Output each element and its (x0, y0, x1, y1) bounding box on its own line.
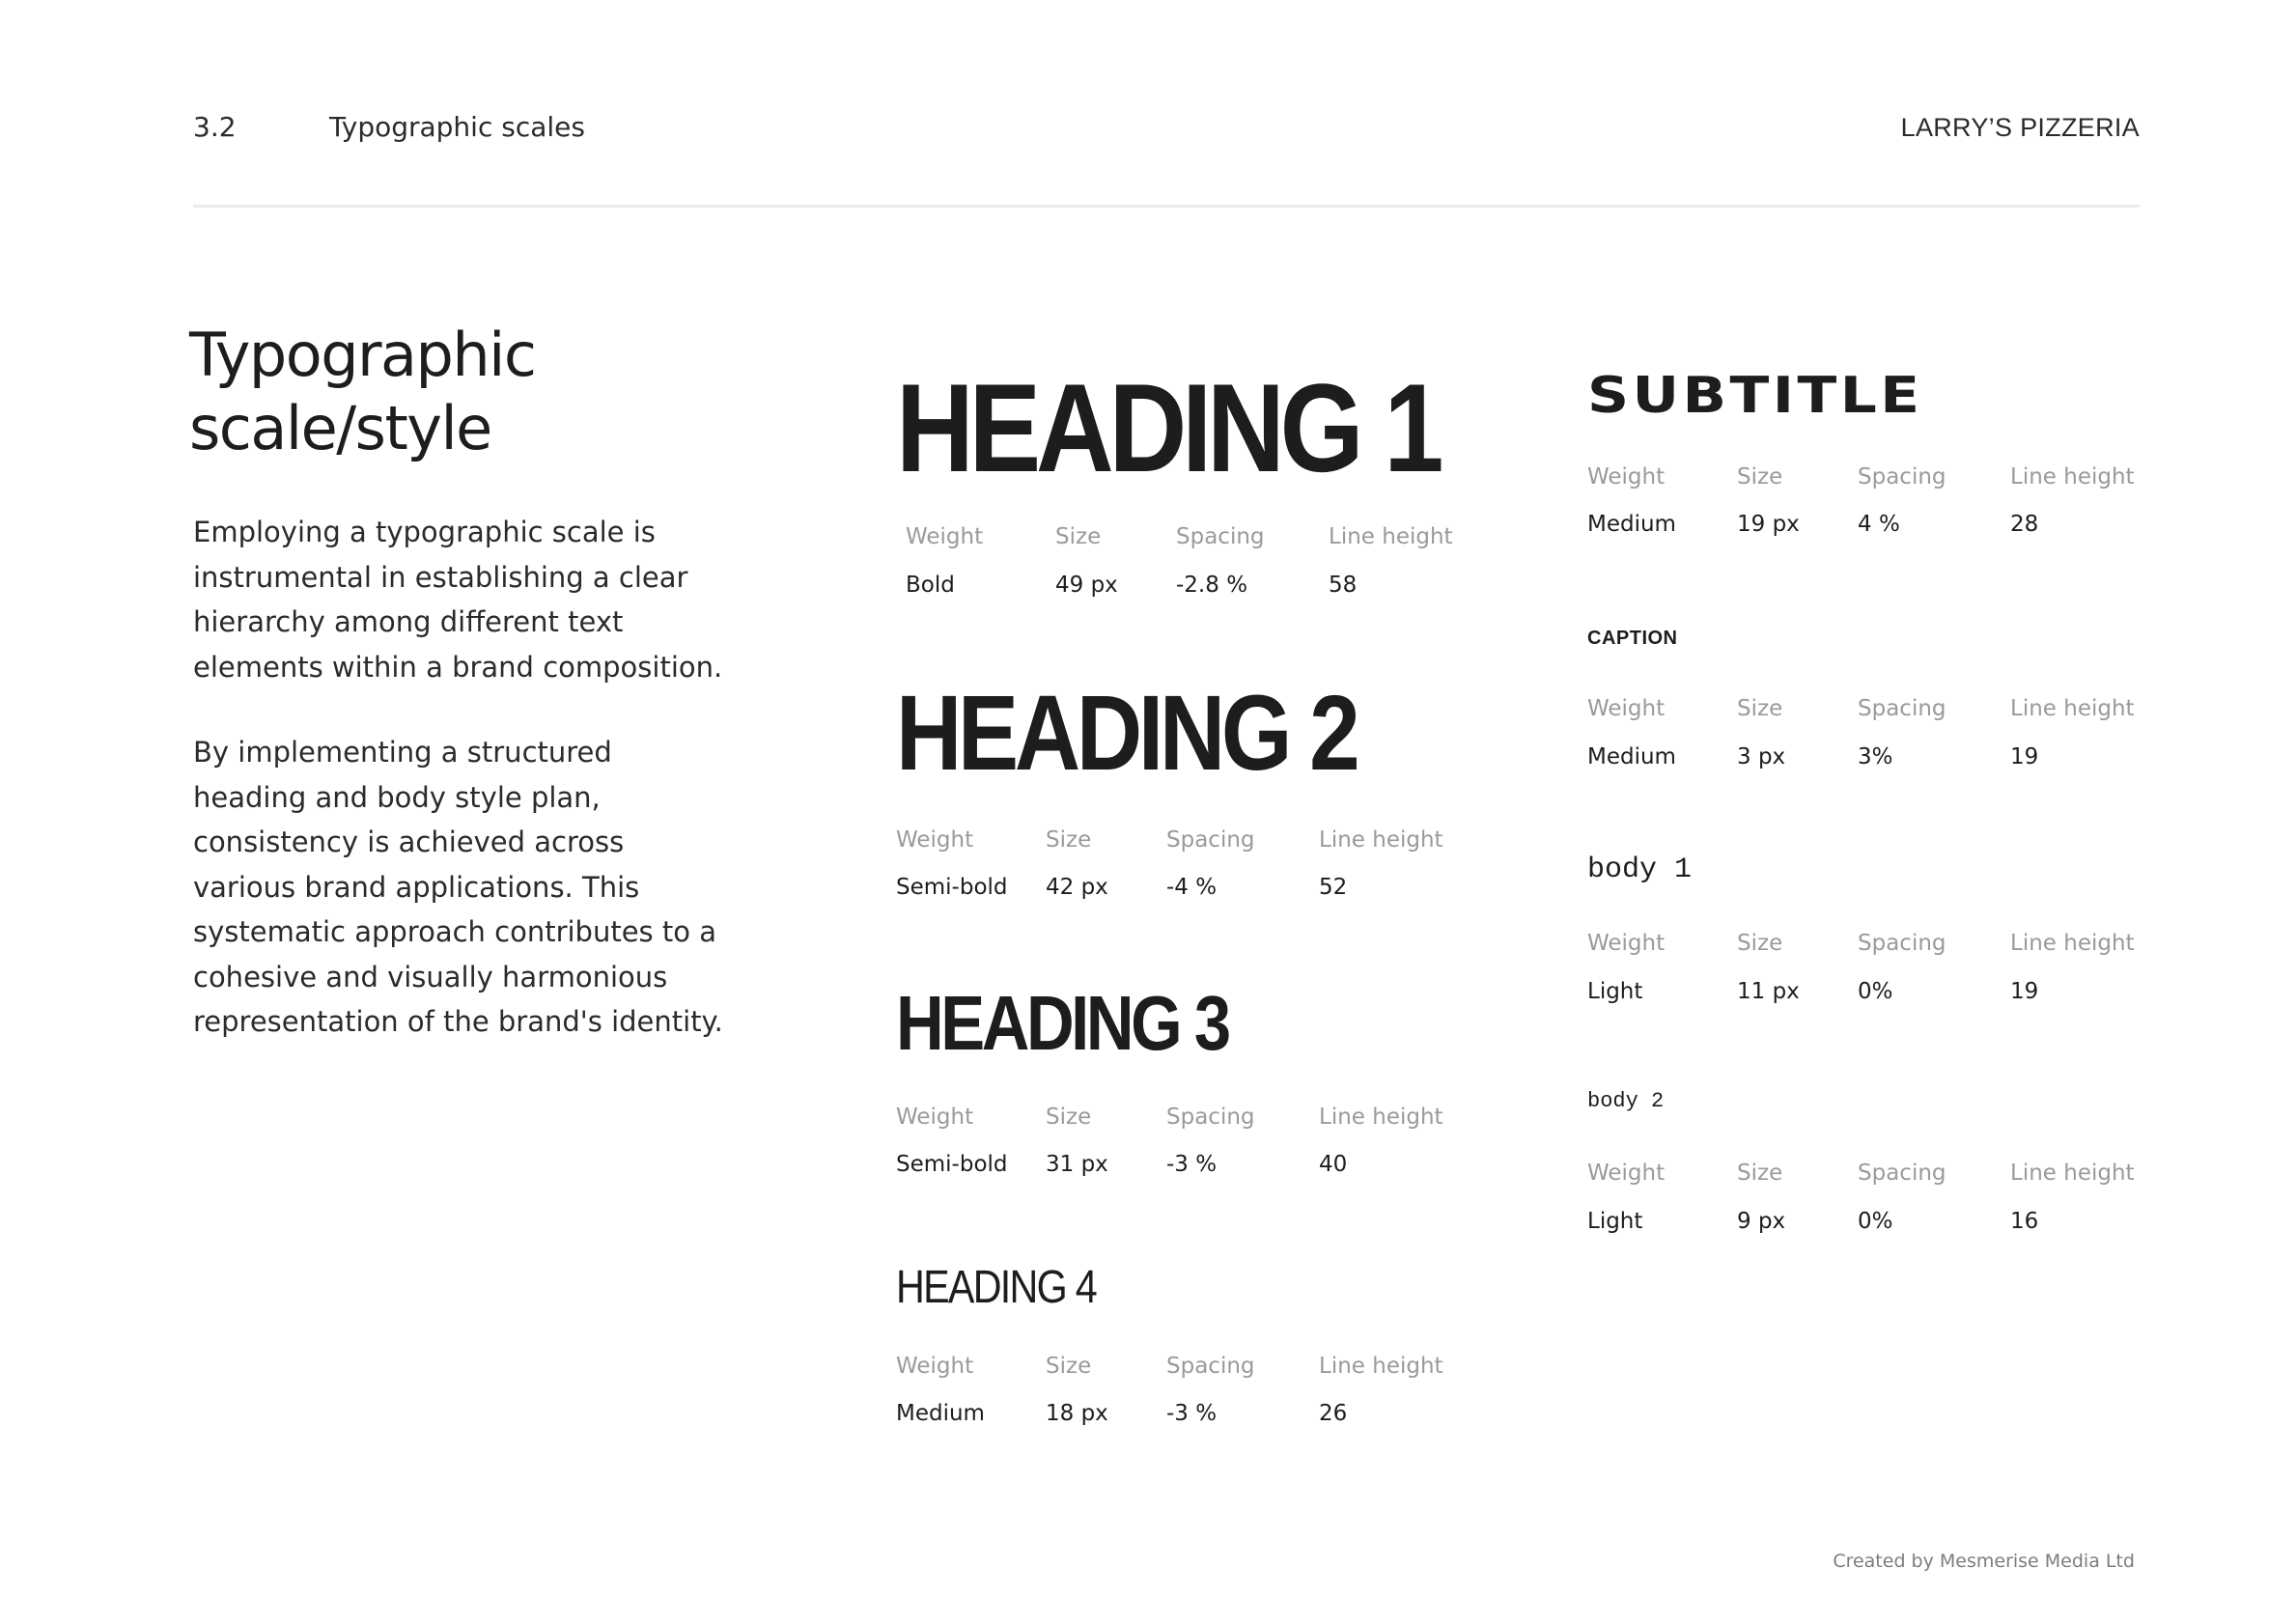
heading3-sample: HEADING 3 (896, 980, 1228, 1066)
heading1-weight-label: Weight (906, 524, 984, 549)
body2-weight-label: Weight (1587, 1161, 1666, 1186)
header-divider (193, 205, 2140, 208)
heading4-sample: HEADING 4 (896, 1262, 1097, 1313)
heading4-weight-value: Medium (896, 1401, 985, 1426)
body1-size-value: 11 px (1737, 979, 1800, 1004)
heading4-line-height-label: Line height (1319, 1354, 1443, 1379)
body2-line-height-value: 16 (2010, 1209, 2039, 1234)
body2-spacing-label: Spacing (1858, 1161, 1946, 1186)
heading2-spacing-label: Spacing (1166, 827, 1255, 853)
body1-weight-value: Light (1587, 979, 1643, 1004)
subtitle-line-height-value: 28 (2010, 512, 2039, 537)
page-title: Typographic scale/style (189, 320, 536, 463)
body1-weight-label: Weight (1587, 931, 1666, 956)
body2-size-value: 9 px (1737, 1209, 1786, 1234)
heading3-weight-value: Semi-bold (896, 1152, 1008, 1177)
body1-size-label: Size (1737, 931, 1783, 956)
heading1-weight-value: Bold (906, 573, 955, 598)
heading2-size-value: 42 px (1046, 875, 1108, 900)
body1-line-height-label: Line height (2010, 931, 2135, 956)
heading4-size-value: 18 px (1046, 1401, 1108, 1426)
heading2-weight-label: Weight (896, 827, 974, 853)
heading2-sample: HEADING 2 (896, 674, 1357, 793)
heading2-line-height-value: 52 (1319, 875, 1348, 900)
heading3-weight-label: Weight (896, 1105, 974, 1130)
subtitle-line-height-label: Line height (2010, 464, 2135, 490)
heading2-weight-value: Semi-bold (896, 875, 1008, 900)
heading2-size-label: Size (1046, 827, 1092, 853)
heading3-line-height-label: Line height (1319, 1105, 1443, 1130)
heading3-size-label: Size (1046, 1105, 1092, 1130)
intro-paragraph-1: Employing a typographic scale is instrumental in establishing a clear hierarchy among different text elements within a brand composition. (193, 516, 723, 684)
caption-line-height-label: Line height (2010, 696, 2135, 721)
section-title: Typographic scales (329, 111, 585, 143)
caption-line-height-value: 19 (2010, 744, 2039, 770)
brand-name: LARRY’S PIZZERIA (1900, 113, 2140, 142)
heading4-spacing-value: -3 % (1166, 1401, 1218, 1426)
heading1-size-value: 49 px (1055, 573, 1118, 598)
heading3-spacing-label: Spacing (1166, 1105, 1255, 1130)
body1-spacing-label: Spacing (1858, 931, 1946, 956)
heading3-line-height-value: 40 (1319, 1152, 1348, 1177)
heading1-line-height-label: Line height (1329, 524, 1453, 549)
heading4-weight-label: Weight (896, 1354, 974, 1379)
intro-paragraph-2: By implementing a structured heading and body style plan, consistency is achieved across various brand applications. This systematic approach contributes to a cohesive and visually harmonious representation of the brand's identity. (193, 736, 723, 1038)
body2-sample: body 2 (1587, 1089, 1665, 1113)
subtitle-size-value: 19 px (1737, 512, 1800, 537)
subtitle-weight-label: Weight (1587, 464, 1666, 490)
body1-line-height-value: 19 (2010, 979, 2039, 1004)
body2-line-height-label: Line height (2010, 1161, 2135, 1186)
heading1-spacing-label: Spacing (1176, 524, 1265, 549)
body1-spacing-value: 0% (1858, 979, 1893, 1004)
footer-credit: Created by Mesmerise Media Ltd (1833, 1551, 2135, 1572)
caption-weight-value: Medium (1587, 744, 1676, 770)
heading4-spacing-label: Spacing (1166, 1354, 1255, 1379)
subtitle-spacing-value: 4 % (1858, 512, 1900, 537)
heading1-line-height-value: 58 (1329, 573, 1358, 598)
subtitle-sample: SUBTITLE (1587, 367, 1923, 425)
heading2-line-height-label: Line height (1319, 827, 1443, 853)
heading1-sample: HEADING 1 (896, 357, 1440, 498)
heading4-size-label: Size (1046, 1354, 1092, 1379)
heading1-size-label: Size (1055, 524, 1102, 549)
body2-size-label: Size (1737, 1161, 1783, 1186)
body1-sample: body 1 (1587, 853, 1693, 886)
heading1-spacing-value: -2.8 % (1176, 573, 1248, 598)
heading3-size-value: 31 px (1046, 1152, 1108, 1177)
section-number: 3.2 (193, 111, 237, 143)
caption-size-value: 3 px (1737, 744, 1786, 770)
caption-weight-label: Weight (1587, 696, 1666, 721)
body2-spacing-value: 0% (1858, 1209, 1893, 1234)
heading2-spacing-value: -4 % (1166, 875, 1218, 900)
subtitle-spacing-label: Spacing (1858, 464, 1946, 490)
caption-spacing-value: 3% (1858, 744, 1893, 770)
body2-weight-value: Light (1587, 1209, 1643, 1234)
caption-spacing-label: Spacing (1858, 696, 1946, 721)
subtitle-weight-value: Medium (1587, 512, 1676, 537)
heading3-spacing-value: -3 % (1166, 1152, 1218, 1177)
heading4-line-height-value: 26 (1319, 1401, 1348, 1426)
caption-size-label: Size (1737, 696, 1783, 721)
subtitle-size-label: Size (1737, 464, 1783, 490)
caption-sample: CAPTION (1587, 628, 1678, 649)
